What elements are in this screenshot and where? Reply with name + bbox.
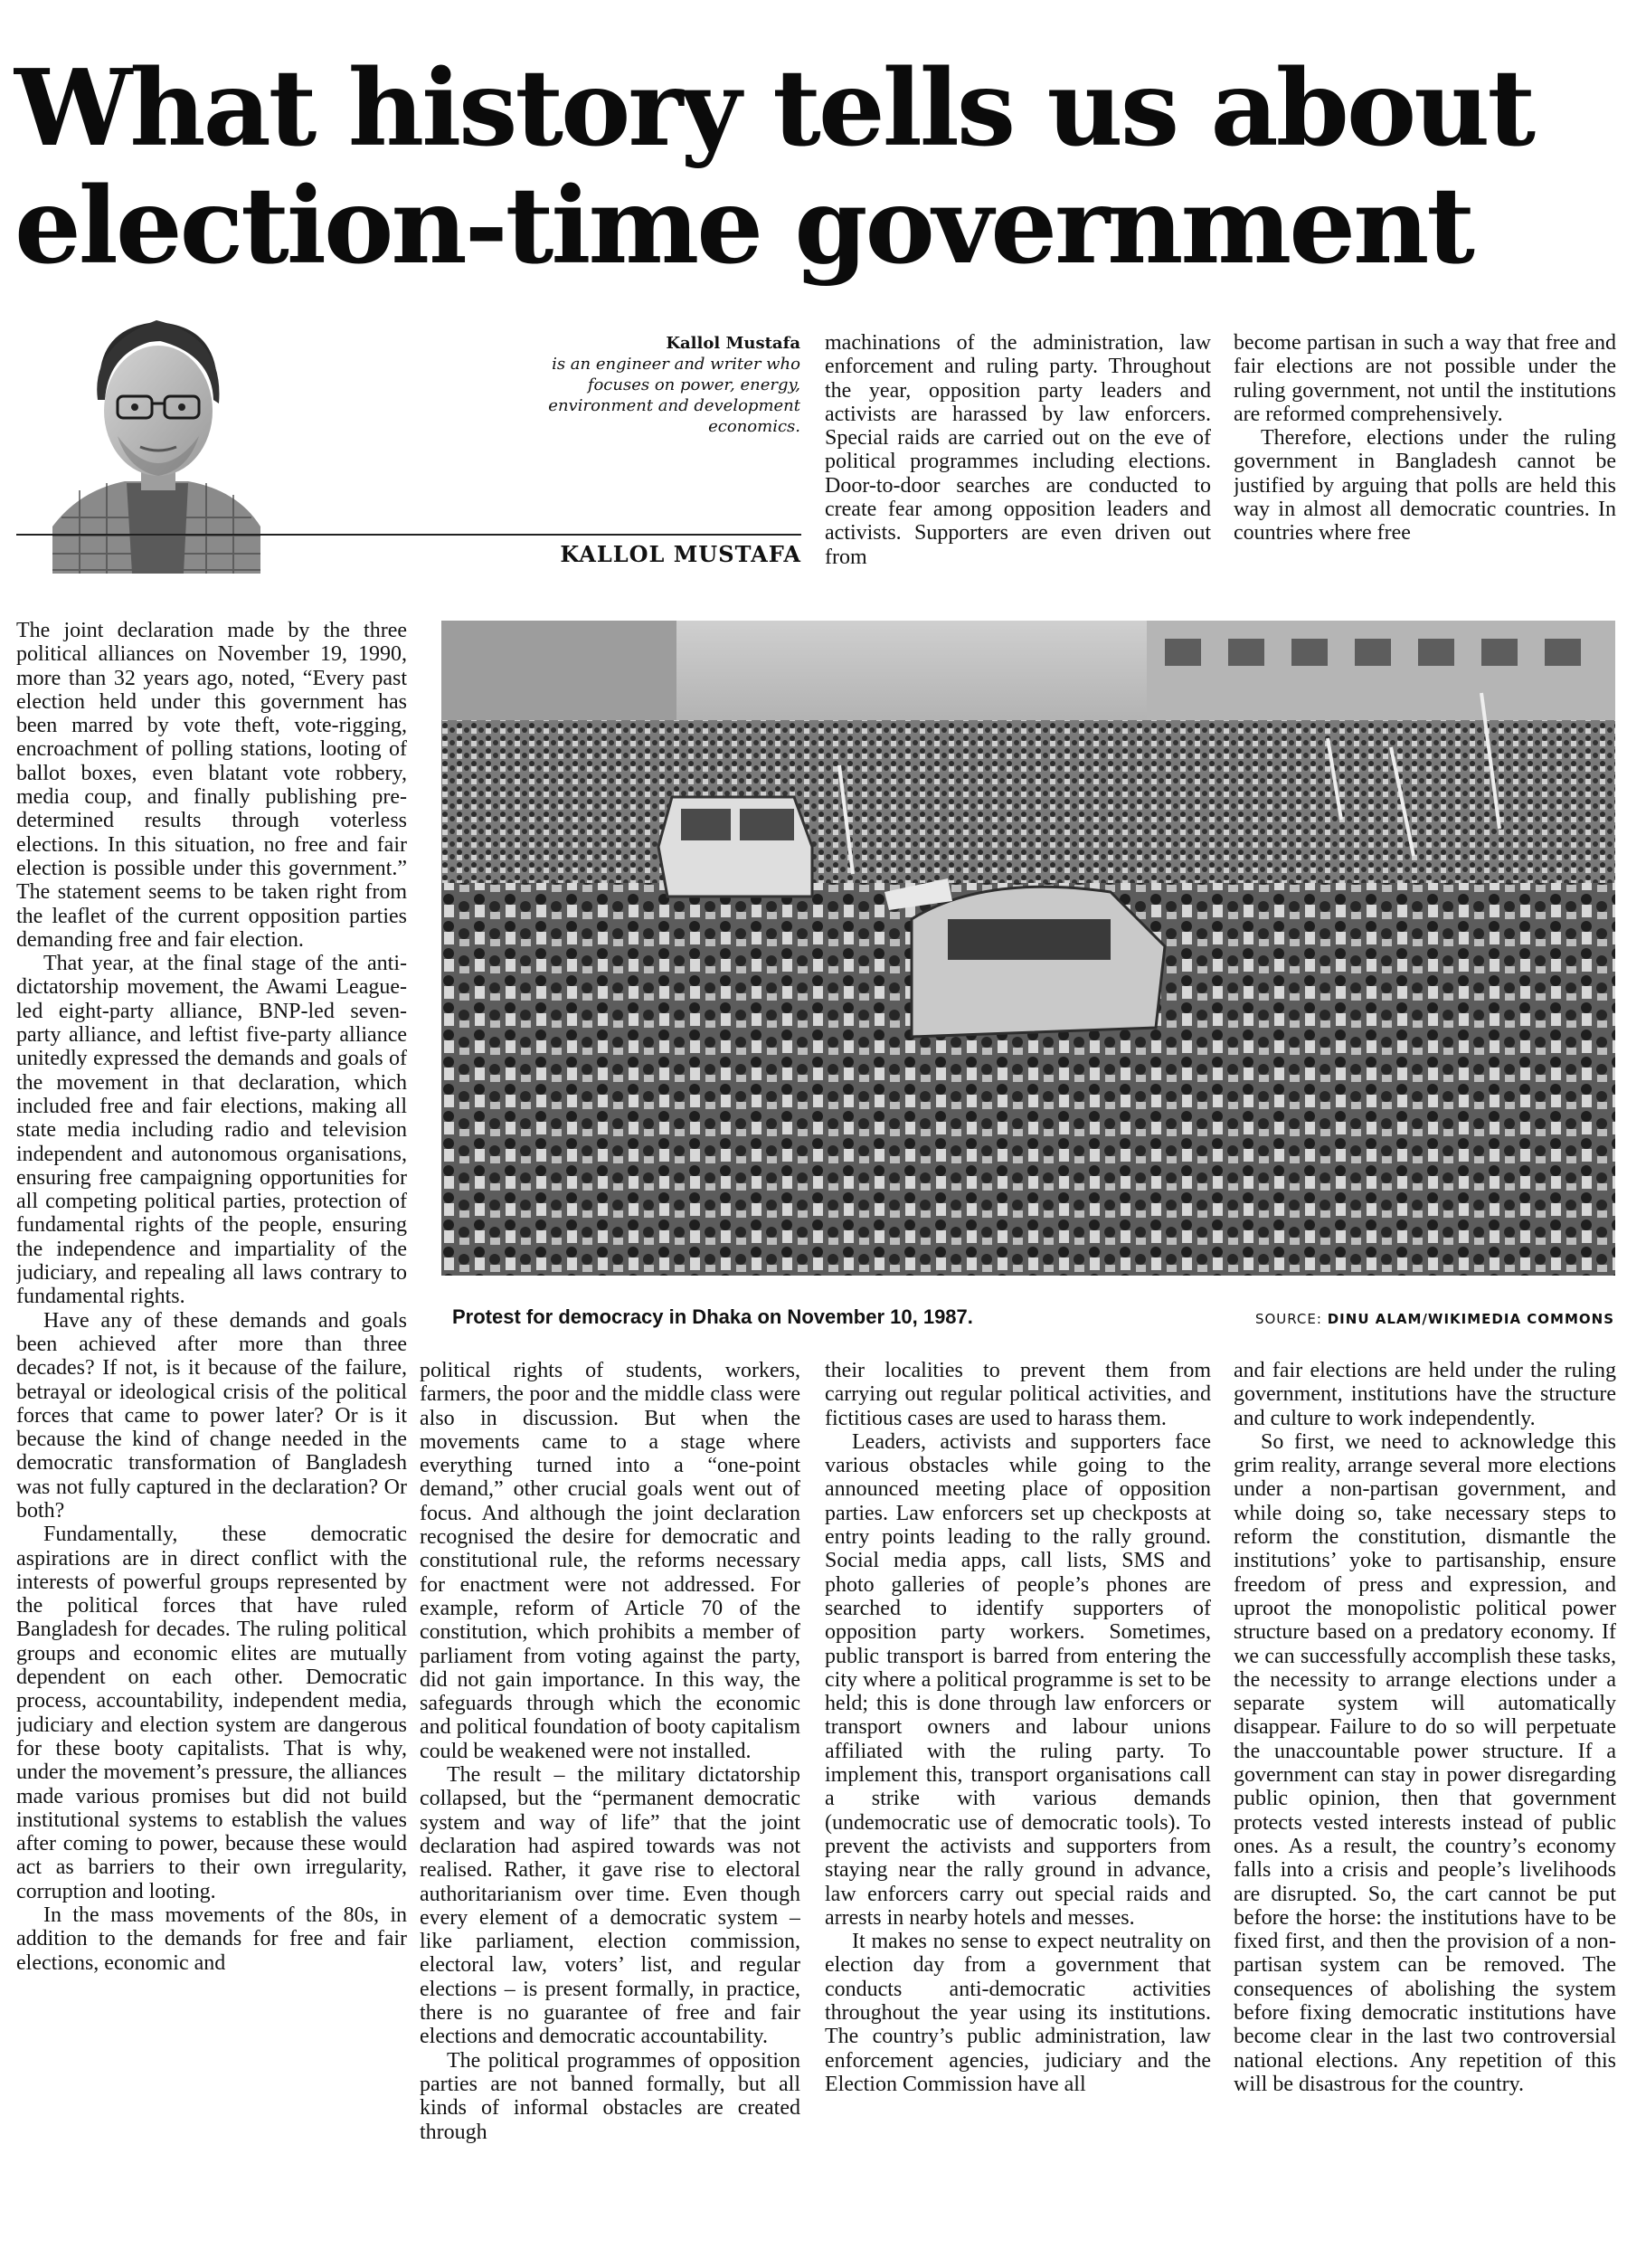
column-1-paragraph-4: Fundamentally, these democratic aspirations are in direct conflict with the interests of powerful groups represented by the political forces that have ruled Bangladesh for decades. The ruling political groups and economic elites are mutually dependent on each other. Democratic process, accountability, independent media, judiciary and election system are dangerous for these booty capitalists. That is why, under the movement’s pressure, the alliances made various promises but did not build institutional systems to establish the values after coming to power, because these would act as barriers to their own irregularity, corruption and looting. (16, 1523, 407, 1903)
photo-caption: Protest for democracy in Dhaka on November 10, 1987. (452, 1305, 973, 1328)
column-3 (825, 1359, 1211, 2265)
column-1 (16, 619, 407, 2265)
column-2-paragraph-3: The political programmes of opposition parties are not banned formally, but all kinds of informal obstacles are created through (420, 2048, 800, 2144)
headline-line-1: What history tells us about (14, 47, 1534, 170)
author-name: Kallol Mustafa (666, 334, 800, 353)
column-2 (420, 1359, 800, 2265)
protest-photo-illustration (441, 621, 1615, 1276)
column-2-paragraph-2: The result – the military dictatorship collapsed, but the “permanent democratic system and way of life” that the joint declaration had aspired towards was not realised. Rather, it gave rise to electoral authoritarianism over time. Even though every element of a democratic system – like parliament, election commission, electoral law, voters’ list, and regular elections – is present formally, in practice, there is no guarantee of free and fair elections and democratic accountability. (420, 1763, 800, 2049)
headline-line-2: election-time government (14, 165, 1472, 288)
protest-photo (441, 621, 1615, 1276)
top-column-3 (825, 331, 1211, 583)
photo-credit (1255, 1311, 1614, 1327)
column-4 (1234, 1359, 1616, 2265)
top-column-4 (1234, 331, 1616, 583)
column-1-paragraph-2: That year, at the final stage of the anti-dictatorship movement, the Awami League-led eight-party alliance, BNP-led seven-party alliance, and leftist five-party alliance unitedly expressed the demands and goals of the movement in that declaration, which included free and fair elections, making all state media including radio and television independent and autonomous organisations, ensuring free campaigning opportunities for all competing political parties, protection of fundamental rights of the people, ensuring the independence and impartiality of the judiciary, and repealing all laws contrary to fundamental rights. (16, 952, 407, 1309)
column-1-paragraph-1: The joint declaration made by the three political alliances on November 19, 1990, more than 32 years ago, noted, “Every past election held under this government has been marred by vote theft, vote-rigging, encroachment of polling stations, looting of ballot boxes, even blatant vote robbery, media coup, and finally publishing pre-determined results through voterless elections. In this situation, no free and fair election is possible under this government.” The statement seems to be taken right from the leaflet of the current opposition parties demanding free and fair election. (16, 619, 407, 952)
photo-credit-value: DINU ALAM/WIKIMEDIA COMMONS (1327, 1311, 1614, 1327)
headline (14, 47, 1615, 288)
column-4-paragraph-2: So first, we need to acknowledge this grim reality, arrange several more elections under a non-partisan government, and while doing so, take necessary steps to reform the constitution, dismantle the institutions’ yoke to partisanship, ensure freedom of press and expression, and uproot the monopolistic political power structure based on a predatory economy. If we can successfully accomplish these tasks, the necessity to arrange elections under a separate system will automatically disappear. Failure to do so will perpetuate the unaccountable power structure. If a government can stay in power disregarding public opinion, then that government protects vested interests instead of public ones. As a result, the country’s economy falls into a crisis and people’s livelihoods are disrupted. So, the cart cannot be put before the horse: the institutions have to be fixed first, and then the provision of a non-partisan system can be removed. The consequences of abolishing the system before fixing democratic institutions have become clear in the last two controversial national elections. Any repetition of this will be disastrous for the country. (1234, 1429, 1616, 2096)
column-1-paragraph-3: Have any of these demands and goals been achieved after more than three decades? If not, is it because of the failure, betrayal or ideological crisis of the political forces that came to power later? Or is it because the kind of change needed in the democratic transformation of Bangladesh was not fully captured in the declaration? Or both? (16, 1308, 407, 1523)
top-column-4-paragraph-1: become partisan in such a way that free and fair elections are not possible under the ruling government, not until the institutions are reformed comprehensively. (1234, 331, 1616, 426)
author-bio-block (506, 333, 800, 437)
column-3-paragraph-3: It makes no sense to expect neutrality on election day from a government that conducts anti-democratic activities throughout the year using its institutions. The country’s public administration, law enforcement agencies, judiciary and the Election Commission have all (825, 1930, 1211, 2096)
author-bio: is an engineer and writer who focuses on power, energy, environment and development economics. (548, 355, 800, 436)
column-3-paragraph-2: Leaders, activists and supporters face various obstacles while going to the announced meeting place of opposition parties. Law enforcers set up checkposts at entry points leading to the rally ground. Social media apps, call lists, SMS and photo galleries of people’s phones are searched to identify supporters of opposition party workers. Sometimes, public transport is barred from entering the city where a political programme is set to be held; this is done through law enforcers or transport owners and labour unions affiliated with the ruling party. To implement this, transport organisations call a strike with various demands (undemocratic use of democratic tools). To prevent the activists and supporters from staying near the rally ground in advance, law enforcers carry out special raids and arrests in nearby hotels and messes. (825, 1429, 1211, 1930)
column-1-paragraph-5: In the mass movements of the 80s, in addition to the demands for free and fair elections, economic and (16, 1903, 407, 1975)
byline: KALLOL MUSTAFA (560, 541, 801, 567)
photo-credit-label: SOURCE: (1254, 1311, 1322, 1327)
column-4-paragraph-1: and fair elections are held under the ruling government, institutions have the structure and culture to work independently. (1234, 1359, 1616, 1430)
top-column-4-paragraph-2: Therefore, elections under the ruling government in Bangladesh cannot be justified by arguing that polls are held this way in almost all democratic countries. In countries where free (1234, 426, 1616, 546)
top-column-3-text: machinations of the administration, law enforcement and ruling party. Throughout the year, opposition party leaders and activists are harassed by law enforcers. Special raids are carried out on the eve of political programmes including elections. Door-to-door searches are conducted to create fear among opposition leaders and activists. Supporters are even driven out from (825, 331, 1211, 569)
byline-rule (16, 534, 801, 536)
column-3-paragraph-1: their localities to prevent them from carrying out regular political activities, and fictitious cases are used to harass them. (825, 1359, 1211, 1430)
column-2-paragraph-1: political rights of students, workers, farmers, the poor and the middle class were also in discussion. But when the movements came to a stage where everything turned into a “one-point demand,” other crucial goals went out of focus. And although the joint declaration recognised the desire for democratic and constitutional rule, the reforms necessary for enactment were not addressed. For example, reform of Article 70 of the constitution, which prohibits a member of parliament from voting against the party, did not gain importance. In this way, the safeguards through which the economic and political foundation of booty capitalism could be weakened were not installed. (420, 1359, 800, 1763)
